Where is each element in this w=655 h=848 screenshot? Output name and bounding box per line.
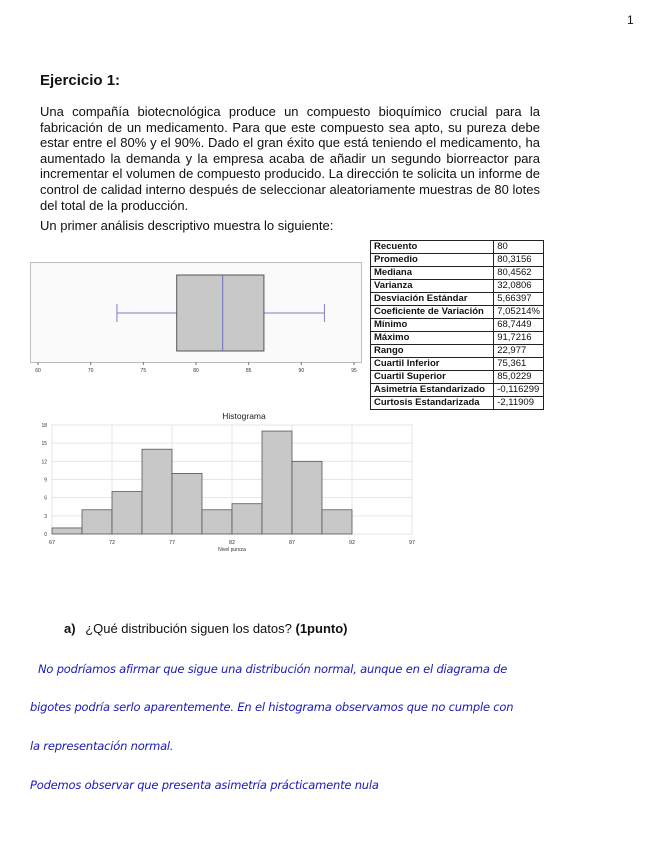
exercise-title: Ejercicio 1: (40, 72, 121, 89)
stats-label: Curtosis Estandarizada (371, 397, 494, 410)
y-tick-label: 6 (44, 495, 47, 502)
x-tick-label: 82 (228, 540, 236, 546)
histogram-bar (262, 431, 292, 534)
stats-label: Promedio (371, 254, 494, 267)
stats-row (371, 280, 544, 293)
exercise-intro-last: Un primer análisis descriptivo muestra lo siguiente: (40, 218, 334, 233)
x-tick-label: 72 (108, 540, 116, 546)
x-tick-label: 87 (288, 540, 296, 546)
interquartile-box (177, 275, 264, 351)
histogram-bar (172, 473, 202, 534)
stats-value: 80,4562 (494, 267, 544, 280)
boxplot-chart (30, 262, 362, 377)
histogram-bar (322, 510, 352, 534)
stats-value: 80,3156 (494, 254, 544, 267)
stats-value: 7,05214% (494, 306, 544, 319)
stats-row (371, 254, 544, 267)
y-tick-label: 9 (44, 477, 47, 484)
x-tick-label: 85 (245, 368, 252, 374)
stats-label: Coeficiente de Variación (371, 306, 494, 319)
histogram-bar (112, 492, 142, 534)
x-tick-label: 97 (408, 540, 415, 546)
handwritten-answer-line: No podríamos afirmar que sigue una distribución normal, aunque en el diagrama de (38, 662, 508, 676)
stats-label: Mínimo (371, 319, 494, 332)
x-tick-label: 60 (35, 368, 41, 374)
page-number: 1 (627, 13, 634, 27)
y-tick-label: 18 (41, 423, 47, 429)
histogram-chart (30, 408, 415, 556)
stats-label: Rango (371, 345, 494, 358)
x-axis-label: Nivel pureza (218, 547, 246, 553)
y-tick-label: 3 (44, 513, 47, 520)
question-a (64, 621, 347, 636)
stats-row (371, 267, 544, 280)
stats-label: Desviación Estándar (371, 293, 494, 306)
stats-value: 22,977 (494, 345, 544, 358)
x-tick-label: 77 (168, 540, 176, 546)
chart-title: Histograma (222, 411, 266, 421)
stats-row (371, 332, 544, 345)
stats-label: Asimetría Estandarizado (371, 384, 494, 397)
histogram-bar (202, 510, 232, 534)
summary-statistics-table (370, 240, 544, 410)
x-tick-label: 70 (87, 368, 94, 374)
stats-row (371, 358, 544, 371)
histogram-bar (52, 528, 82, 534)
x-tick-label: 92 (348, 540, 356, 546)
y-tick-label: 12 (41, 459, 47, 466)
question-letter: a) (64, 621, 76, 636)
histogram-bar (292, 461, 322, 534)
handwritten-answer-line: bigotes podría serlo aparentemente. En el histograma observamos que no cumple con (30, 700, 514, 714)
stats-label: Cuartil Inferior (371, 358, 494, 371)
stats-row (371, 319, 544, 332)
stats-value: 85,0229 (494, 371, 544, 384)
stats-row (371, 241, 544, 254)
stats-value: 5,66397 (494, 293, 544, 306)
x-tick-label: 95 (351, 368, 357, 374)
histogram-bar (82, 510, 112, 534)
stats-value: 68,7449 (494, 319, 544, 332)
x-tick-label: 67 (48, 540, 56, 546)
y-tick-label: 0 (44, 532, 47, 538)
stats-value: 91,7216 (494, 332, 544, 345)
stats-label: Cuartil Superior (371, 371, 494, 384)
histogram-bar (232, 504, 262, 534)
stats-label: Mediana (371, 267, 494, 280)
exercise-intro: Una compañía biotecnológica produce un compuesto bioquímico crucial para la fabricación de un medicamento. Para que este compuesto sea apto, su pureza debe estar entre el 80% y el 90%. Dado el gran éxito que está teniendo el medicamento, ha aumentado la demanda y la empresa acaba de añadir un segundo biorreactor para incrementar el volumen de compuesto producido. La dirección te solicita un informe de control de calidad interno después de seleccionar aleatoriamente muestras de 80 lotes del total de la producción. (40, 104, 540, 213)
x-tick-label: 90 (298, 368, 305, 374)
stats-row (371, 371, 544, 384)
x-tick-label: 75 (140, 368, 147, 374)
handwritten-answer-line: Podemos observar que presenta asimetría prácticamente nula (30, 778, 379, 792)
stats-label: Recuento (371, 241, 494, 254)
stats-value: 32,0806 (494, 280, 544, 293)
question-points: (1punto) (295, 621, 348, 636)
histogram-bar (142, 449, 172, 534)
stats-value: 80 (494, 241, 544, 254)
stats-label: Varianza (371, 280, 494, 293)
question-text: ¿Qué distribución siguen los datos? (85, 621, 292, 636)
stats-value: -0,116299 (494, 384, 544, 397)
stats-label: Máximo (371, 332, 494, 345)
stats-value: -2,11909 (494, 397, 544, 410)
x-tick-label: 80 (193, 368, 199, 374)
stats-row (371, 384, 544, 397)
stats-row (371, 293, 544, 306)
stats-value: 75,361 (494, 358, 544, 371)
handwritten-answer-line: la representación normal. (30, 739, 174, 753)
y-tick-label: 15 (41, 441, 47, 448)
stats-row (371, 345, 544, 358)
stats-row (371, 306, 544, 319)
